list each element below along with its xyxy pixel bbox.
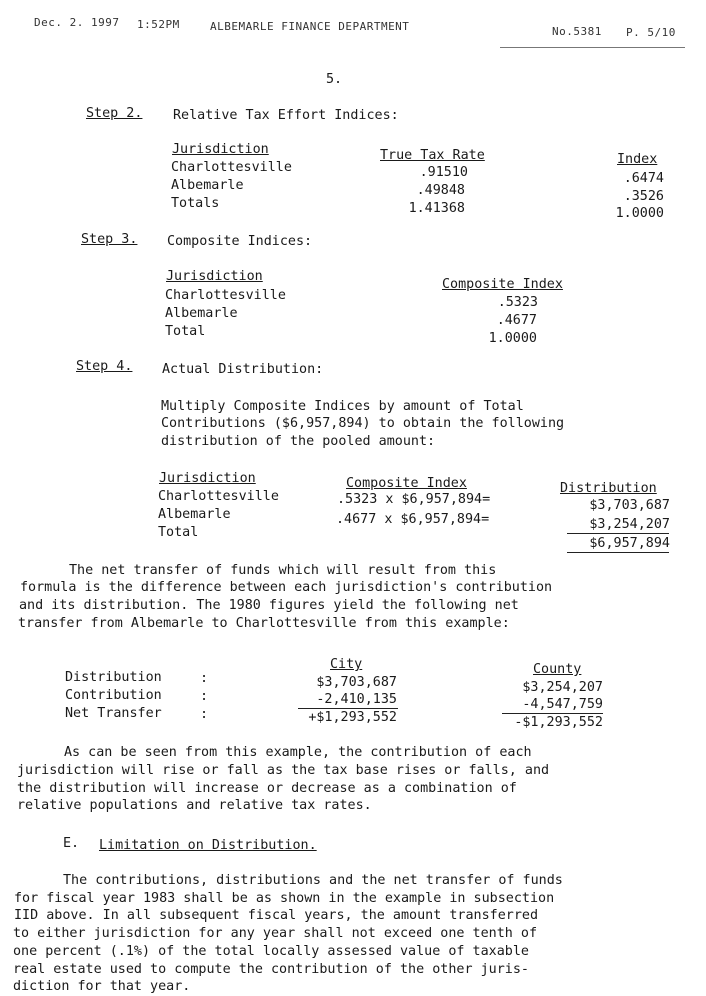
section-e-letter: E.: [63, 836, 80, 851]
step3-row-index: 1.0000: [488, 331, 537, 346]
page-number: 5.: [326, 72, 343, 87]
step3-row-index: .4677: [496, 313, 537, 328]
paragraph-line: formula is the difference between each jurisdiction's contribution: [20, 580, 553, 595]
step4-row-formula: .4677 x $6,957,894=: [336, 512, 490, 527]
fax-time: 1:52PM: [137, 18, 180, 31]
step2-row-index: .6474: [623, 171, 664, 186]
step4-intro-line: distribution of the pooled amount:: [161, 434, 436, 449]
transfer-row-city: -2,410,135: [316, 692, 397, 707]
step4-row-name: Total: [158, 525, 199, 540]
fax-header-rule: [500, 47, 685, 48]
step4-label: Step 4.: [76, 359, 133, 374]
step4-sum-rule: [567, 533, 669, 534]
transfer-row-label: Net Transfer: [65, 706, 162, 721]
transfer-row-colon: :: [200, 671, 209, 686]
step3-col-jurisdiction: Jurisdiction: [166, 269, 263, 284]
transfer-row-city: $3,703,687: [316, 675, 397, 690]
step4-intro-line: Multiply Composite Indices by amount of Total: [161, 399, 524, 414]
fax-page: P. 5/10: [626, 26, 676, 39]
step2-title: Relative Tax Effort Indices:: [173, 108, 399, 123]
paragraph-line: relative populations and relative tax rates.: [17, 798, 372, 813]
step2-col-index: Index: [617, 152, 658, 167]
step2-row-index: .3526: [623, 189, 664, 204]
step3-label: Step 3.: [81, 232, 138, 247]
step2-row-rate: .91510: [419, 165, 468, 180]
step4-title: Actual Distribution:: [162, 362, 324, 377]
step4-row-dist: $3,703,687: [589, 498, 670, 513]
step4-row-name: Albemarle: [158, 507, 231, 522]
paragraph-line: The contributions, distributions and the net transfer of funds: [63, 873, 563, 888]
fax-department: ALBEMARLE FINANCE DEPARTMENT: [210, 20, 410, 33]
transfer-county-rule: [502, 713, 603, 714]
step4-col-jurisdiction: Jurisdiction: [159, 471, 256, 486]
step3-row-name: Total: [165, 324, 206, 339]
step4-row-dist: $3,254,207: [589, 517, 670, 532]
transfer-row-county: $3,254,207: [522, 680, 603, 695]
step3-row-index: .5323: [497, 295, 538, 310]
paragraph-line: transfer from Albemarle to Charlottesville from this example:: [18, 616, 510, 631]
step3-title: Composite Indices:: [167, 234, 313, 249]
transfer-row-colon: :: [200, 707, 209, 722]
paragraph-line: The net transfer of funds which will result from this: [69, 563, 497, 578]
paragraph-line: real estate used to compute the contribution of the other juris-: [13, 962, 529, 977]
step2-row-name: Albemarle: [171, 178, 244, 193]
paragraph-line: and its distribution. The 1980 figures yield the following net: [19, 598, 519, 613]
paragraph-line: one percent (.1%) of the total locally assessed value of taxable: [13, 944, 529, 959]
transfer-row-label: Distribution: [65, 670, 162, 685]
paragraph-line: to either jurisdiction for any year shall not exceed one tenth of: [13, 926, 538, 941]
step2-col-rate: True Tax Rate: [380, 148, 485, 163]
step3-row-name: Albemarle: [165, 306, 238, 321]
transfer-row-city: +$1,293,552: [308, 710, 397, 725]
transfer-row-county: -4,547,759: [522, 697, 603, 712]
step4-row-name: Charlottesville: [158, 489, 279, 504]
transfer-col-city: City: [330, 657, 363, 672]
section-e-title: Limitation on Distribution.: [99, 838, 317, 853]
step2-col-jurisdiction: Jurisdiction: [172, 142, 269, 157]
transfer-col-county: County: [533, 662, 582, 677]
step4-intro-line: Contributions ($6,957,894) to obtain the following: [161, 416, 565, 431]
step2-row-name: Totals: [171, 196, 220, 211]
step4-total-rule: [567, 552, 669, 553]
step3-row-name: Charlottesville: [165, 288, 286, 303]
paragraph-line: IID above. In all subsequent fiscal years, the amount transferred: [14, 908, 539, 923]
step4-col-distribution: Distribution: [560, 481, 657, 496]
transfer-city-rule: [298, 708, 398, 709]
step2-row-index: 1.0000: [615, 206, 664, 221]
step2-row-rate: 1.41368: [408, 201, 465, 216]
step2-label: Step 2.: [86, 106, 143, 121]
step4-row-formula: .5323 x $6,957,894=: [337, 492, 491, 507]
paragraph-line: jurisdiction will rise or fall as the tax base rises or falls, and: [17, 763, 550, 778]
step3-col-composite: Composite Index: [442, 277, 563, 292]
paragraph-line: As can be seen from this example, the contribution of each: [64, 745, 532, 760]
transfer-row-county: -$1,293,552: [514, 715, 603, 730]
step4-col-composite: Composite Index: [346, 476, 467, 491]
fax-number: No.5381: [552, 25, 602, 38]
step4-row-dist: $6,957,894: [589, 536, 670, 551]
transfer-row-label: Contribution: [65, 688, 162, 703]
paragraph-line: diction for that year.: [13, 979, 191, 994]
paragraph-line: the distribution will increase or decrease as a combination of: [17, 781, 517, 796]
step2-row-rate: .49848: [416, 183, 465, 198]
step2-row-name: Charlottesville: [171, 160, 292, 175]
fax-date: Dec. 2. 1997: [34, 16, 120, 29]
paragraph-line: for fiscal year 1983 shall be as shown in the example in subsection: [14, 891, 555, 906]
transfer-row-colon: :: [200, 689, 209, 704]
